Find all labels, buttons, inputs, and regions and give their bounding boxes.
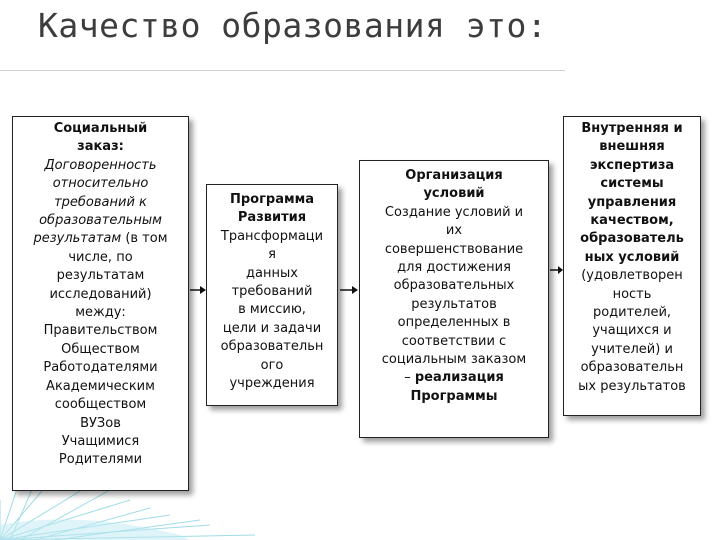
box3-line-12-bold: реализация bbox=[414, 370, 504, 386]
box3-heading-2: условий bbox=[423, 186, 485, 202]
box1-line-8: числе, по bbox=[68, 249, 133, 265]
box1-heading-1: Социальный bbox=[53, 121, 148, 136]
box1-line-10: исследований) bbox=[49, 286, 152, 302]
box1-heading-2: заказ: bbox=[77, 139, 124, 155]
organization-conditions-box bbox=[359, 160, 549, 438]
box3-heading-1: Организация bbox=[405, 168, 503, 183]
box1-line-11: между: bbox=[75, 305, 126, 321]
box1-line-12: Правительством bbox=[43, 323, 158, 339]
box3-line-7: образовательных bbox=[393, 278, 515, 294]
box3-line-10: соответствии с bbox=[401, 333, 507, 349]
box1-line-13: Обществом bbox=[61, 341, 140, 357]
box4-heading-4: системы bbox=[600, 176, 664, 192]
box1-line-3: Договоренность bbox=[44, 157, 157, 173]
box3-line-12-plain: – bbox=[404, 370, 415, 386]
box3-line-13: Программы bbox=[410, 388, 498, 404]
box4-line-10: ность bbox=[612, 286, 652, 302]
box2-line-3: Трансформаци bbox=[220, 228, 324, 244]
arrow-2-to-3 bbox=[340, 284, 359, 296]
box4-heading-1: Внутренняя и bbox=[581, 121, 683, 136]
development-program-box bbox=[206, 184, 338, 406]
box3-line-6: для достижения bbox=[397, 260, 511, 276]
box1-line-6: образовательным bbox=[39, 213, 162, 229]
box3-line-8: результатов bbox=[411, 296, 497, 312]
box2-line-10: ого bbox=[260, 357, 284, 373]
arrow-1-to-2 bbox=[190, 284, 207, 296]
box1-line-15: Академическим bbox=[46, 378, 155, 394]
box1-line-9: результатам bbox=[56, 268, 145, 284]
box3-line-9: определенных в bbox=[397, 315, 511, 331]
box3-line-11: социальным заказом bbox=[381, 352, 527, 368]
box4-line-13: учителей) и bbox=[591, 341, 673, 357]
box1-line-17: ВУЗов bbox=[80, 415, 121, 431]
box2-line-6: требований bbox=[231, 284, 313, 300]
box2-line-5: данных bbox=[246, 265, 298, 281]
box1-line-7-rest: (в том bbox=[121, 231, 168, 247]
box4-heading-3: экспертиза bbox=[589, 157, 675, 173]
box1-line-19: Родителями bbox=[58, 452, 143, 468]
box2-heading-2: Развития bbox=[237, 210, 307, 226]
box2-line-4: я bbox=[268, 247, 276, 263]
box4-heading-6: качеством, bbox=[590, 213, 674, 229]
box4-line-14: образовательн bbox=[580, 360, 684, 376]
title-divider bbox=[0, 70, 565, 71]
quality-expertise-box bbox=[563, 116, 701, 416]
box4-heading-5: управления bbox=[587, 194, 677, 210]
box1-line-16: сообществом bbox=[54, 397, 147, 413]
box2-heading-1: Программа bbox=[229, 192, 314, 207]
box1-line-14: Работодателями bbox=[43, 360, 158, 376]
box4-heading-8: ных условий bbox=[584, 249, 680, 265]
box4-line-12: учащихся и bbox=[592, 323, 672, 339]
box3-line-12 bbox=[360, 369, 548, 387]
box3-line-3: Создание условий и bbox=[384, 204, 524, 220]
box1-line-7-italic: результатам bbox=[33, 231, 122, 247]
page-title: Качество образования это: bbox=[38, 6, 548, 45]
box4-heading-7: образователь bbox=[580, 231, 684, 247]
box4-line-11: родителей, bbox=[592, 305, 672, 321]
social-order-box bbox=[12, 116, 189, 491]
box1-line-5: требований к bbox=[54, 194, 147, 210]
box1-line-4: относительно bbox=[52, 176, 149, 192]
box3-line-4: их bbox=[445, 223, 463, 239]
box4-line-9: (удовлетворен bbox=[581, 268, 683, 284]
box1-line-18: Учащимися bbox=[61, 433, 140, 449]
box4-heading-2: внешняя bbox=[599, 139, 665, 155]
arrow-3-to-4 bbox=[550, 264, 564, 276]
box2-line-11: учреждения bbox=[229, 376, 315, 392]
box2-line-8: цели и задачи bbox=[222, 320, 322, 336]
box4-line-15: ых результатов bbox=[578, 378, 686, 394]
box2-line-9: образовательн bbox=[220, 339, 324, 355]
box3-line-5: совершенствование bbox=[384, 241, 524, 257]
box2-line-7: в миссию, bbox=[238, 302, 306, 318]
box1-line-7 bbox=[13, 230, 188, 248]
